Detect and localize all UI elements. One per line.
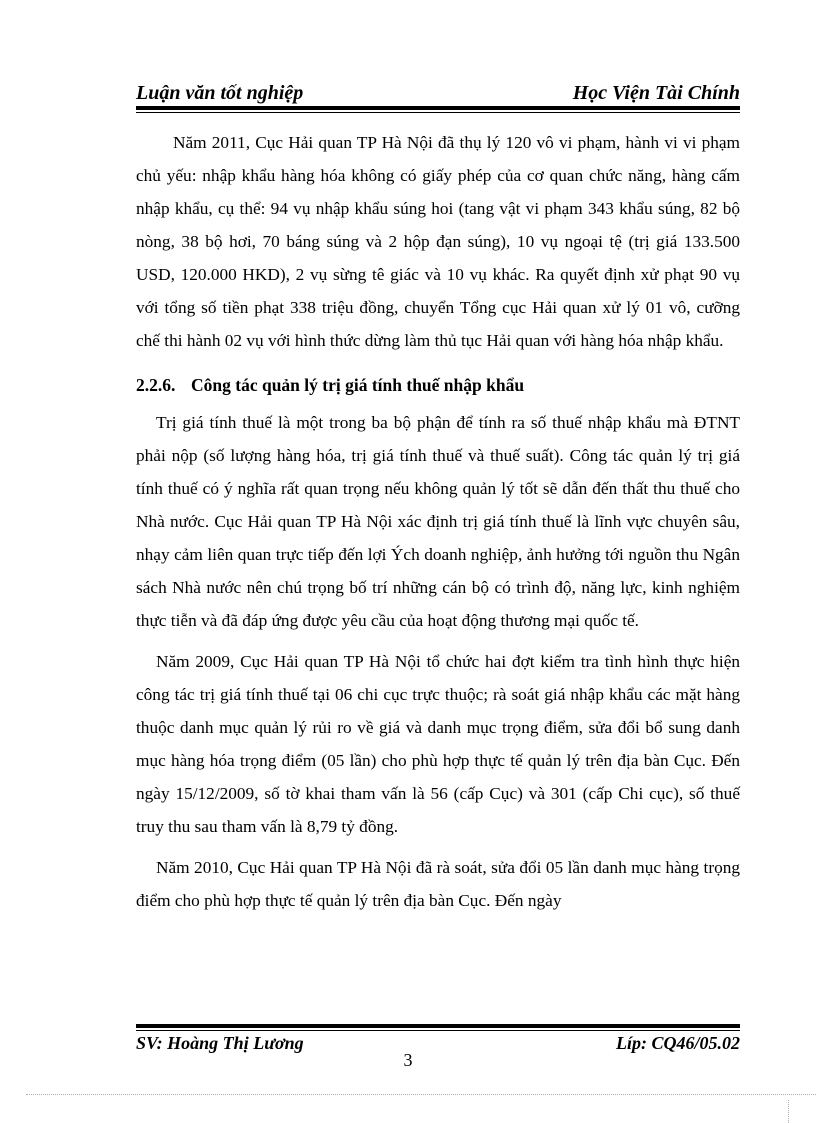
page-number: 3	[403, 1050, 413, 1070]
section-number: 2.2.6.	[136, 375, 176, 395]
page-boundary-line	[26, 1094, 816, 1095]
section-title: Công tác quản lý trị giá tính thuế nhập khẩu	[191, 375, 525, 395]
page-body	[136, 126, 740, 917]
paragraph-year-2009: Năm 2009, Cục Hải quan TP Hà Nội tổ chức hai đợt kiểm tra tình hình thực hiện công tác trị giá tính thuế tại 06 chi cục trực thuộc; rà soát giá nhập khẩu các mặt hàng thuộc danh mục quản lý rủi ro về giá và danh mục trọng điểm, sửa đổi bổ sung danh mục hàng hóa trọng điểm (05 lần) cho phù hợp thực tế quản lý trên địa bàn Cục. Đến ngày 15/12/2009, số tờ khai tham vấn là 56 (cấp Cục) và 301 (cấp Chi cục), số thuế truy thu sau tham vấn là 8,79 tỷ đồng.	[136, 652, 740, 836]
paragraph-year-2010: Năm 2010, Cục Hải quan TP Hà Nội đã rà soát, sửa đổi 05 lần danh mục hàng trọng điểm cho phù hợp thực tế quản lý trên địa bàn Cục. Đến ngày	[136, 858, 740, 910]
page-header	[136, 80, 740, 108]
paragraph-violations-2011: Năm 2011, Cục Hải quan TP Hà Nội đã thụ lý 120 vô vi phạm, hành vi vi phạm chủ yếu: nhập khẩu hàng hóa không có giấy phép của cơ quan chức năng, hàng cấm nhập khẩu, cụ thể: 94 vụ nhập khẩu súng hoi (tang vật vi phạm 343 khẩu súng, 82 bộ nòng, 38 bộ hơi, 70 báng súng và 2 hộp đạn súng), 10 vụ ngoại tệ (trị giá 133.500 USD, 120.000 HKD), 2 vụ sừng tê giác và 10 vụ khác. Ra quyết định xử phạt 90 vụ với tổng số tiền phạt 338 triệu đồng, chuyển Tổng cục Hải quan xử lý 01 vô, cưỡng chế thi hành 02 vụ với hình thức dừng làm thủ tục Hải quan với hàng hóa nhập khẩu.	[136, 133, 740, 350]
footer-rule-thick	[136, 1024, 740, 1028]
page-boundary-marker	[788, 1100, 789, 1123]
header-rule-thin	[136, 112, 740, 113]
header-rule-thick	[136, 106, 740, 110]
footer-class-code: Líp: CQ46/05.02	[616, 1033, 740, 1053]
footer-student-name: SV: Hoàng Thị Lương	[136, 1033, 304, 1053]
header-institution: Học Viện Tài Chính	[572, 82, 740, 104]
paragraph-customs-valuation: Trị giá tính thuế là một trong ba bộ phận để tính ra số thuế nhập khẩu mà ĐTNT phải nộp (số lượng hàng hóa, trị giá tính thuế và thuế suất). Công tác quản lý trị giá tính thuế có ý nghĩa rất quan trọng nếu không quản lý tốt sẽ dẫn đến thất thu thuế cho Nhà nước. Cục Hải quan TP Hà Nội xác định trị giá tính thuế là lĩnh vực chuyên sâu, nhạy cảm liên quan trực tiếp đến lợi Ých doanh nghiệp, ảnh hưởng tới nguồn thu Ngân sách Nhà nước nên chú trọng bố trí những cán bộ có trình độ, năng lực, kinh nghiệm thực tiễn và đã đáp ứng được yêu cầu của hoạt động thương mại quốc tế.	[136, 413, 740, 630]
footer-rule-thin	[136, 1030, 740, 1031]
header-thesis-label: Luận văn tốt nghiệp	[136, 82, 304, 104]
section-heading	[136, 369, 740, 402]
